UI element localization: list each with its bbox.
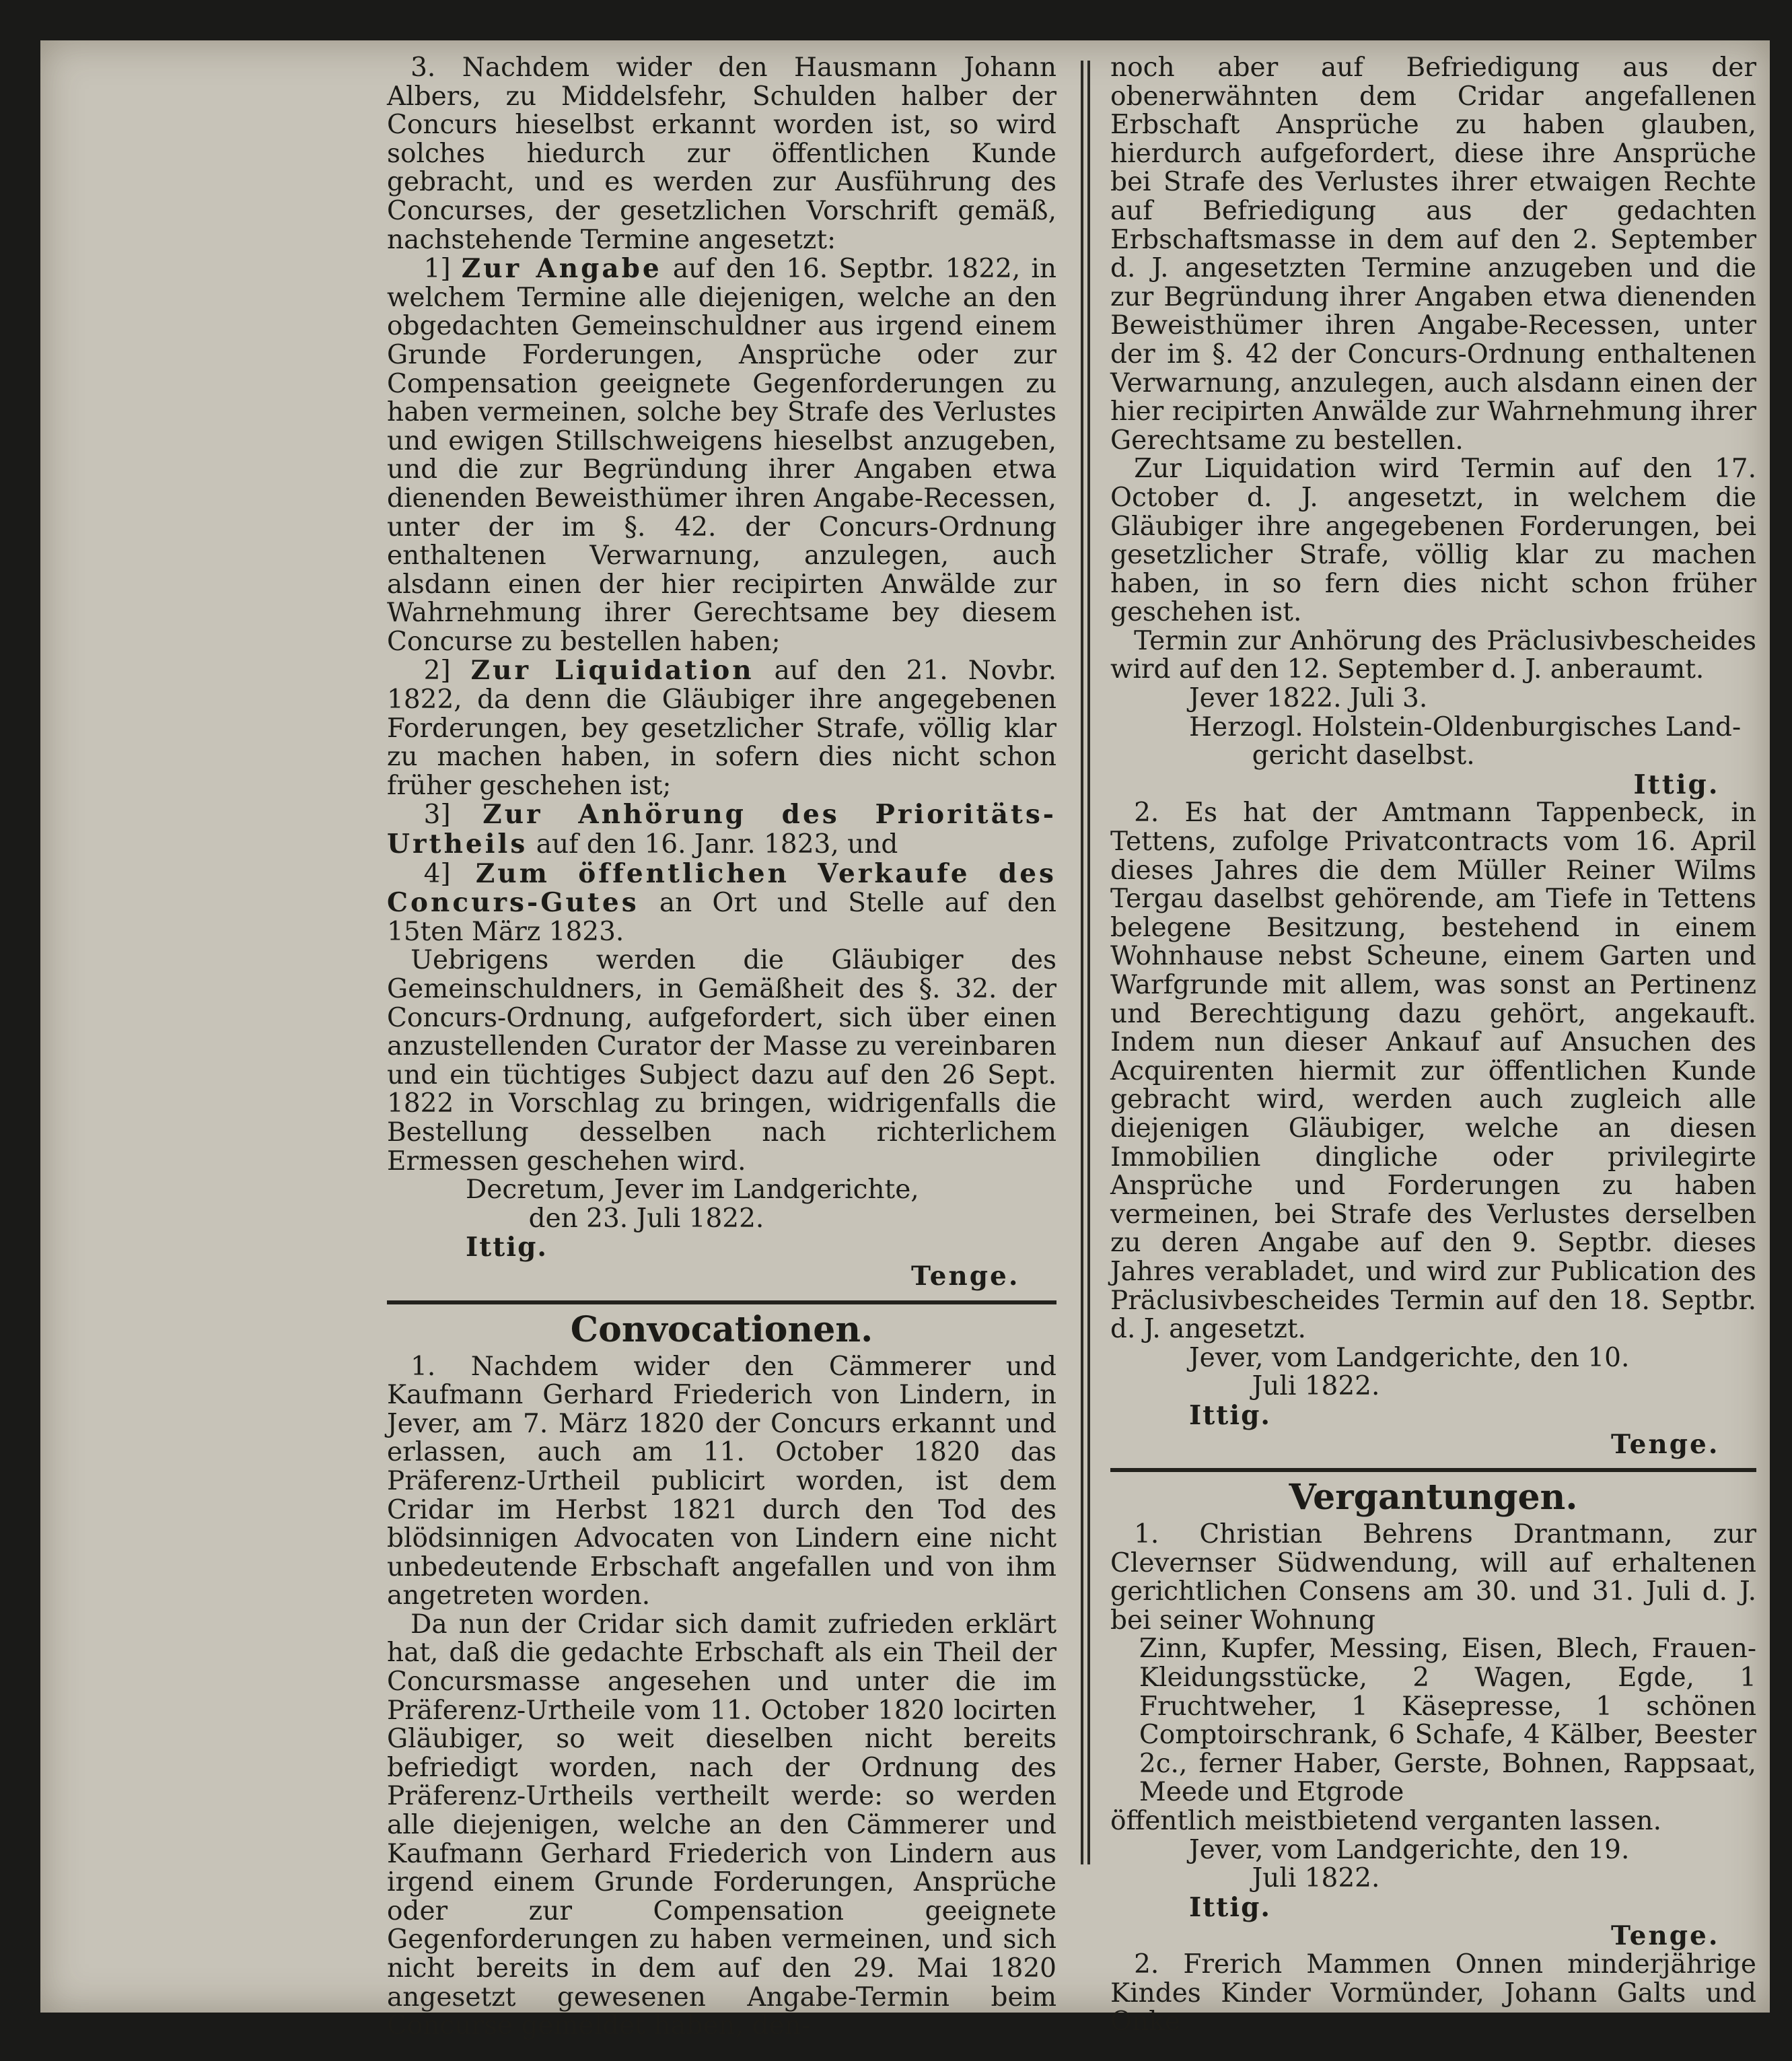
section-heading-vergantungen: Vergantungen. [1110, 1468, 1756, 1516]
liquidation-notice: Zur Liquidation wird Termin auf den 17. October d. J. angesetzt, in welchem die Gläubiger ihre angegebenen Forderungen, bei gesetzlicher Strafe, völlig klar zu machen haben, in so fern dies nicht schon früher geschehen ist. [1110, 454, 1756, 628]
term-item-3: 3] Zur Anhörung des Prioritäts-Urtheils auf den 16. Janr. 1823, und [387, 799, 1056, 860]
court-name: Herzogl. Holstein-Oldenburgisches Land- [1189, 711, 1742, 742]
term-item-2: 2] Zur Liquidation auf den 21. Novbr. 1822, da denn die Gläubiger ihre angegebenen Forderungen, bey gesetzlicher Strafe, völlig klar zu machen haben, in sofern dies nicht schon früher geschehen ist; [387, 655, 1056, 801]
signature-ittig-right: Ittig. [1633, 769, 1720, 800]
signature-tenge-3: Tenge. [1611, 1920, 1720, 1952]
column-divider [1081, 61, 1090, 1864]
section-heading-convocationen: Convocationen. [387, 1300, 1056, 1349]
term-item-1: 1] Zur Angabe auf den 16. Septbr. 1822, in welchem Termine alle diejenigen, welche an den obgedachten Gemeinschuldner aus irgend einem Grunde Forderungen, Ansprüche oder zur Compensation geeignete Gegenforderungen zu haben vermeinen, solche bey Strafe des Verlustes und ewigen Stillschweigens hieselbst anzugeben, und die zur Begründung ihrer Angaben etwa dienenden Beweisthümer ihren Angabe-Recessen, unter der im §. 42. der Concurs-Ordnung enthaltenen Verwarnung, anzulegen, auch alsdann einen der hier recipirten Anwälde zur Wahrnehmung ihrer Gerechtsame bey diesem Concurse zu bestellen haben; [387, 253, 1056, 657]
convocation-2: 2. Es hat der Amtmann Tappenbeck, in Tettens, zufolge Privatcontracts vom 16. April dieses Jahres die dem Müller Reiner Wilms Tergau daselbst gehörende, am Tiefe in Tettens belegene Besitzung, bestehend in einem Wohnhause nebst Scheune, einem Garten und Warfgrunde mit allem, was sonst an Pertinenz und Berechtigung dazu gehört, angekauft. Indem nun dieser Ankauf auf Ansuchen des Acquirenten hiermit zur öffentlichen Kunde gebracht wird, werden auch zugleich alle diejenigen Gläubiger, welche an diesen Immobilien dingliche oder privilegirte Ansprüche und Forderungen zu haben vermeinen, bei Strafe des Verlustes derselben zu deren Angabe auf den 9. Septbr. dieses Jahres verabladet, und wird zur Publication des Präclusivbescheides Termin auf den 18. Septbr. d. J. angesetzt. [1110, 798, 1756, 1345]
left-column [387, 54, 1056, 2041]
convocation-1: 1. Nachdem wider den Cämmerer und Kaufmann Gerhard Friederich von Lindern, in Jever, am 7. März 1820 der Concurs erkannt und erlassen, auch am 11. October 1820 das Präferenz-Urtheil publicirt worden, ist dem Cridar im Herbst 1821 durch den Tod des blödsinnigen Advocaten von Lindern eine nicht unbedeutende Erbschaft angefallen und von ihm angetreten worden. [387, 1351, 1056, 1611]
decretum-date: den 23. Juli 1822. [528, 1203, 764, 1234]
signature-ittig: Ittig. [466, 1232, 548, 1263]
signature-ittig-2: Ittig. [1189, 1399, 1271, 1431]
signature-tenge: Tenge. [911, 1260, 1020, 1292]
place-date: Jever 1822. Juli 3. [1189, 683, 1428, 714]
signature-tenge-2: Tenge. [1611, 1428, 1720, 1460]
court-name-continued: gericht daselbst. [1252, 740, 1475, 771]
convocation-2-date: Jever, vom Landgerichte, den 10. [1189, 1342, 1630, 1373]
notice-intro: 3. Nachdem wider den Hausmann Johann Albers, zu Middelsfehr, Schulden halber der Concurs hieselbst erkannt worden ist, so wird solches hiedurch zur öffentlichen Kunde gebracht, und es werden zur Ausführung des Concurses, der gesetzlichen Vorschrift gemäß, nachstehende Termine angesetzt: [387, 53, 1056, 255]
convocation-1-continued: Da nun der Cridar sich damit zufrieden erklärt hat, daß die gedachte Erbschaft als ein Theil der Concursmasse angesehen und unter die im Präferenz-Urtheile vom 11. October 1820 locirten Gläubiger, so weit dieselben nicht bereits befriedigt worden, nach der Ordnung des Präferenz-Urtheils vertheilt werde: so werden alle diejenigen, welche an den Cämmerer und Kaufmann Gerhard Friederich von Lindern aus irgend einem Grunde Forderungen, Ansprüche oder zur Compensation geeignete Gegenforderungen zu haben vermeinen, und sich nicht bereits in dem auf den 29. Mai 1820 angesetzt gewesenen Angabe-Termin beim Concurse gemeldet haben, den- [387, 1609, 1056, 2041]
convocation-2-date-year: Juli 1822. [1252, 1371, 1380, 1402]
convocation-1-continuation: noch aber auf Befriedigung aus der obenerwähnten dem Cridar angefallenen Erbschaft Ansprüche zu haben glauben, hierdurch aufgefordert, diese ihre Ansprüche bei Strafe des Verlustes ihrer etwaigen Rechte auf Befriedigung aus der gedachten Erbschaftsmasse in dem auf den 2. September d. J. angesetzten Termine anzugeben und die zur Begründung ihrer Angaben etwa dienenden Beweisthümer ihren Angabe-Recessen, unter der im §. 42 der Concurs-Ordnung enthaltenen Verwarnung, anzulegen, auch alsdann einen der hier recipirten Anwälde zur Wahrnehmung ihrer Gerechtsame zu bestellen. [1110, 53, 1756, 456]
vergantung-1-end: öffentlich meistbietend verganten lassen. [1110, 1806, 1662, 1837]
vergantung-date: Jever, vom Landgerichte, den 19. [1189, 1834, 1630, 1865]
termin-notice: Termin zur Anhörung des Präclusivbescheides wird auf den 12. September d. J. anberaumt. [1110, 625, 1756, 685]
right-column [1110, 54, 1756, 2037]
term-item-4: 4] Zum öffentlichen Verkaufe des Concurs-Gutes an Ort und Stelle auf den 15ten März 1823. [387, 858, 1056, 947]
decretum-line: Decretum, Jever im Landgerichte, [466, 1175, 919, 1206]
vergantung-1: 1. Christian Behrens Drantmann, zur Clevernser Südwendung, will auf erhaltenen gerichtlichen Consens am 30. und 31. Juli d. J. bei seiner Wohnung [1110, 1519, 1756, 1636]
vergantung-goods-list: Zinn, Kupfer, Messing, Eisen, Blech, Frauen-Kleidungsstücke, 2 Wagen, Egde, 1 Fruchtweher, 1 Käsepresse, 1 schönen Comptoirschrank, 6 Schafe, 4 Kälber, Beester 2c., ferner Haber, Gerste, Bohnen, Rappsaat, Meede und Etgrode [1139, 1634, 1756, 1808]
vergantung-date-year: Juli 1822. [1252, 1863, 1380, 1894]
vergantung-2: 2. Frerich Mammen Onnen minderjährige Kindes Kinder Vormünder, Johann Galts und Onke [1110, 1949, 1756, 2037]
notice-closing: Uebrigens werden die Gläubiger des Gemeinschuldners, in Gemäßheit des §. 32. der Concurs-Ordnung, aufgefordert, sich über einen anzustellenden Curator der Masse zu vereinbaren und ein tüchtiges Subject dazu auf den 26 Sept. 1822 in Vorschlag zu bringen, widrigenfalls die Bestellung desselben nach richterlichem Ermessen geschehen wird. [387, 945, 1056, 1177]
signature-ittig-3: Ittig. [1189, 1891, 1271, 1923]
